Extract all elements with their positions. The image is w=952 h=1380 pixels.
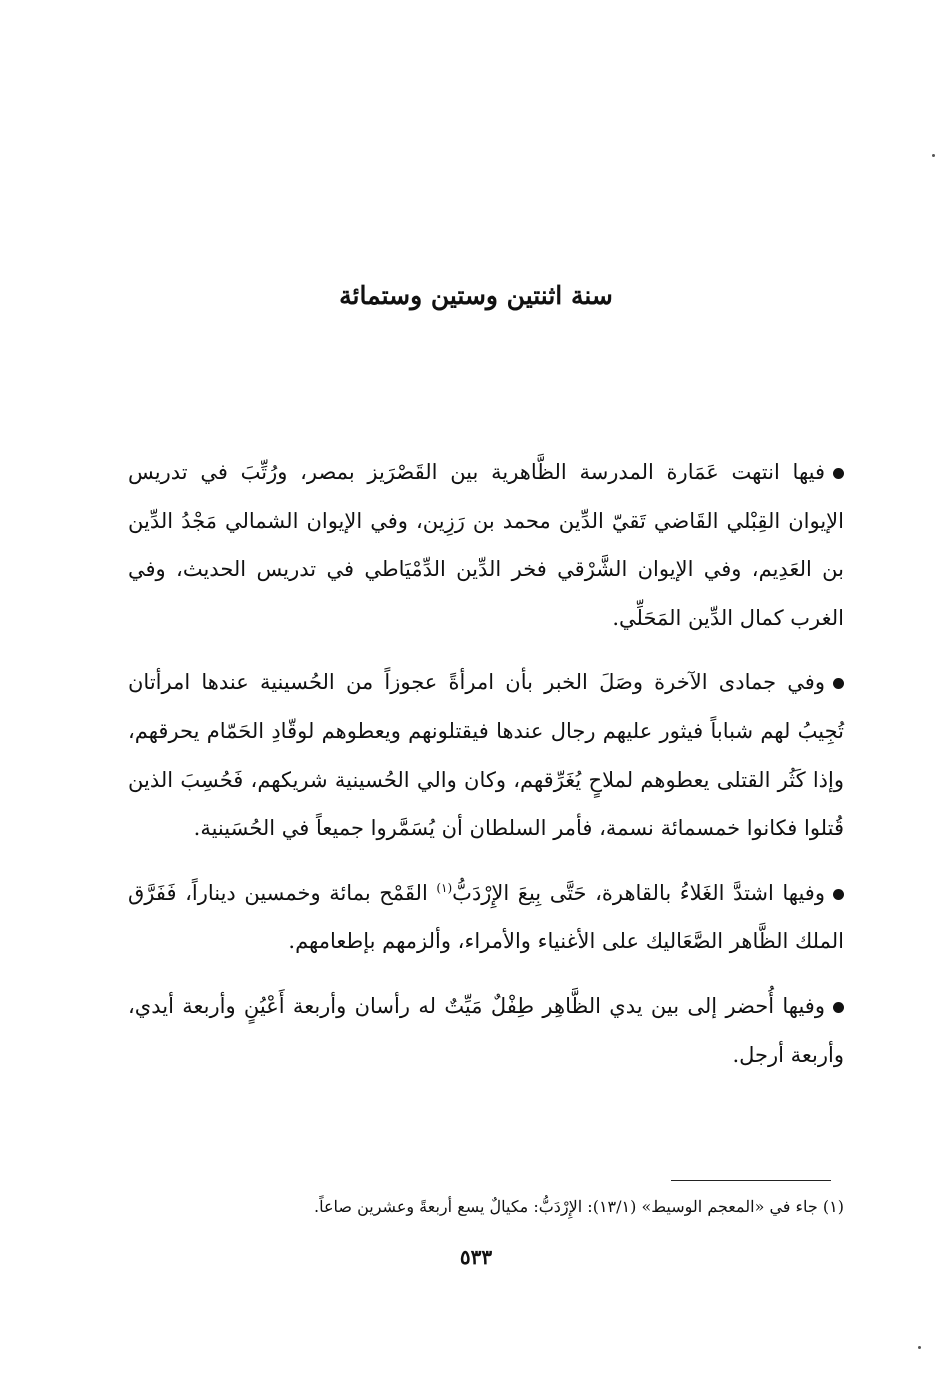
scan-speck — [918, 1346, 921, 1349]
chapter-title: سنة اثنتين وستين وستمائة — [339, 281, 613, 310]
scan-speck — [932, 154, 935, 157]
paragraph-2 — [128, 658, 844, 852]
paragraph-text: وفيها أُحضر إلى بين يدي الظَّاهِر طِفْلٌ مَيِّتٌ له رأسان وأربعة أَعْيُنٍ وأربعة أيدي، وأربعة أرجل. — [128, 993, 844, 1067]
footnote-marker: (١) — [436, 880, 453, 895]
main-text — [128, 448, 844, 1095]
bullet-icon — [833, 982, 844, 1031]
paragraph-text: وفيها اشتدَّ الغَلاءُ بالقاهرة، حَتَّى بِيعَ الإِرْدَبُّ — [452, 880, 825, 905]
paragraph-4 — [128, 982, 844, 1079]
footnote-divider — [671, 1180, 831, 1181]
paragraph-text: وفي جمادى الآخرة وصَلَ الخبر بأن امرأةً عجوزاً من الحُسينية عندها امرأتان تُجِيبُ لهم شباباً فيثور عليهم رجال عندها فيقتلونهم ويعطوهم لوقّادِ الحَمّام يحرقهم، وإذا كَثُر القتلى يعطوهم لملاحٍ يُغَرِّقهم، وكان والي الحُسينية شريكهم، فَحُسِبَ الذين قُتلوا فكانوا خمسمائة نسمة، فأمر السلطان أن يُسَمَّروا جميعاً في الحُسَينية. — [128, 670, 844, 841]
footnote: (١) جاء في «المعجم الوسيط» (١٣/١): الإِرْدَبُّ: مكيالٌ يسع أربعةً وعشرين صاعاً. — [314, 1197, 844, 1216]
paragraph-text: فيها انتهت عَمَارة المدرسة الظَّاهرية بين القَصْرَيز بمصر، ورُتِّبَ في تدريس الإيوان القِبْلي القَاضي تَقيّ الدِّين محمد بن رَزِين، وفي الإيوان الشمالي مَجْدُ الدِّين بن العَدِيم، وفي الإيوان الشَّرْقي فخر الدِّين الدِّمْيَاطي في تدريس الحديث، وفي الغرب كمال الدِّين المَحَلِّي. — [128, 460, 844, 630]
paragraph-text: القَمْح بمائة وخمسين ديناراً، فَفَرَّق الملك الظَّاهر الصَّعَاليك على الأغنياء والأمراء، وألزمهم بإطعامهم. — [128, 880, 844, 954]
paragraph-3 — [128, 869, 844, 966]
page-number: ٥٣٣ — [459, 1245, 493, 1269]
bullet-icon — [833, 869, 844, 918]
bullet-icon — [833, 448, 844, 497]
bullet-icon — [833, 658, 844, 707]
paragraph-1 — [128, 448, 844, 642]
